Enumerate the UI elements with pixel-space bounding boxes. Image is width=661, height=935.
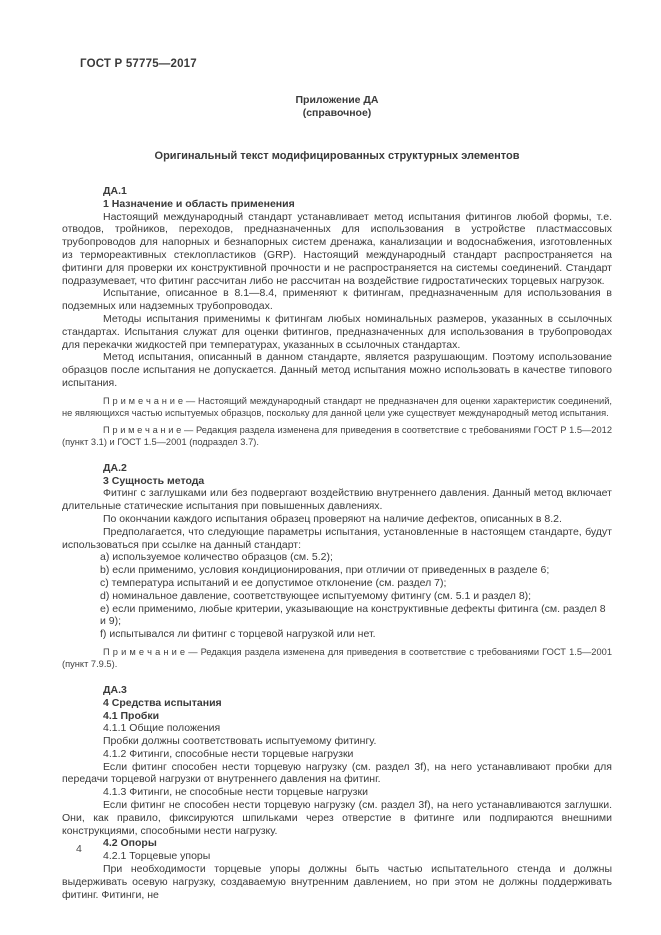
paragraph: Пробки должны соответствовать испытуемому фитингу. xyxy=(103,735,377,748)
document-code: ГОСТ Р 57775—2017 xyxy=(80,58,197,70)
list-item: a) используемое количество образцов (см. 5.2); xyxy=(100,551,333,564)
appendix-type: (справочное) xyxy=(302,107,372,119)
section-label: ДА.3 xyxy=(103,683,127,696)
paragraph: Если фитинг не способен нести торцевую нагрузку (см. раздел 3f), на него устанавливаются заглушки. Они, как правило, фиксируются шпильками через отверстие в фитинге или подпираются внешними конструкциями, способными нести нагрузку. xyxy=(62,799,612,837)
list-item: f) испытывался ли фитинг с торцевой нагрузкой или нет. xyxy=(100,628,376,641)
section-heading: 1 Назначение и область применения xyxy=(103,197,295,210)
paragraph: Методы испытания применимы к фитингам любых номинальных размеров, указанных в ссылочных стандартах. Испытания служат для оценки фитингов, предназначенных для использования в трубопроводах для перекачки жидкостей при температурах, указанных в ссылочных стандартах. xyxy=(62,312,612,351)
section-label: ДА.1 xyxy=(103,185,127,197)
paragraph: Настоящий международный стандарт устанавливает метод испытания фитингов любой формы, т.е. отводов, тройников, переходов, предназначенных для использования в устройстве пластмассовых трубопроводов для напорных и безнапорных систем дренажа, канализации и водоснабжения, изготовленных из термореактивных стеклопластиков (GRP). Настоящий международный стандарт распространяется на фитинги для проверки их конструктивной прочности и не распространяется на системы соединений. Стандарт подразумевает, что фитинг рассчитан либо не рассчитан на воздействие гидростатических торцевых нагрузок. xyxy=(62,210,612,287)
page-number: 4 xyxy=(76,843,82,855)
list-item: d) номинальное давление, соответствующее испытуемому фитингу (см. 5.1 и раздел 8); xyxy=(100,589,532,602)
page-title: Оригинальный текст модифицированных структурных элементов xyxy=(154,150,520,162)
list-item: c) температура испытаний и ее допустимое отклонение (см. раздел 7); xyxy=(100,576,447,589)
subsection-heading: 4.1.3 Фитинги, не способные нести торцевые нагрузки xyxy=(103,786,368,799)
subsection-heading: 4.2 Опоры xyxy=(103,837,157,850)
paragraph: Предполагается, что следующие параметры испытания, установленные в настоящем стандарте, будут использоваться при ссылке на данный стандарт: xyxy=(62,525,612,551)
appendix-label: Приложение ДА xyxy=(295,94,379,106)
section-da1 xyxy=(62,185,612,448)
paragraph: Метод испытания, описанный в данном стандарте, является разрушающим. Поэтому использование образцов после испытания не допускается. Данный метод испытания можно использовать в качестве типового испытания. xyxy=(62,351,612,389)
subsection-heading: 4.2.1 Торцевые упоры xyxy=(103,850,211,863)
note: П р и м е ч а н и е — Настоящий международный стандарт не предназначен для оценки характеристик соединений, не являющихся частью испытуемых образцов, поскольку для данной цели уже существует международный метод испытания. xyxy=(62,395,612,418)
paragraph: Фитинг с заглушками или без подвергают воздействию внутреннего давления. Данный метод включает длительные статические испытания при повышенных давлениях. xyxy=(62,487,612,513)
paragraph: При необходимости торцевые упоры должны быть частью испытательного стенда и должны выдерживать осевую нагрузку, создаваемую внутренним давлением, но при этом не должны поддерживать фитинг. Фитинги, не xyxy=(62,863,612,901)
paragraph: По окончании каждого испытания образец проверяют на наличие дефектов, описанных в 8.2. xyxy=(103,512,562,525)
paragraph: Если фитинг способен нести торцевую нагрузку (см. раздел 3f), на него устанавливают пробки для передачи торцевой нагрузки от внутреннего давления на фитинг. xyxy=(62,760,612,786)
appendix-heading xyxy=(62,94,612,120)
section-heading: 4 Средства испытания xyxy=(103,696,222,709)
note: П р и м е ч а н и е — Редакция раздела изменена для приведения в соответствие с требованиями ГОСТ 1.5—2001 (пункт 7.9.5). xyxy=(62,646,612,669)
note: П р и м е ч а н и е — Редакция раздела изменена для приведения в соответствие с требованиями ГОСТ Р 1.5—2012 (пункт 3.1) и ГОСТ 1.5—2001 (подраздел 3.7). xyxy=(62,424,612,447)
section-heading: 3 Сущность метода xyxy=(103,474,205,487)
subsection-heading: 4.1.2 Фитинги, способные нести торцевые нагрузки xyxy=(103,747,354,760)
section-da3 xyxy=(62,684,612,902)
section-label: ДА.2 xyxy=(103,461,127,474)
list-item: b) если применимо, условия кондиционирования, при отличии от приведенных в разделе 6; xyxy=(100,564,550,577)
paragraph: Испытание, описанное в 8.1—8.4, применяют к фитингам, предназначенным для использования в подземных или надземных трубопроводах. xyxy=(62,287,612,313)
subsection-heading: 4.1 Пробки xyxy=(103,709,160,722)
list-item: e) если применимо, любые критерии, указывающие на конструктивные дефекты фитинга (см. раздел 8 и 9); xyxy=(100,602,606,628)
section-da2 xyxy=(62,462,612,670)
subsection-heading: 4.1.1 Общие положения xyxy=(103,722,221,735)
